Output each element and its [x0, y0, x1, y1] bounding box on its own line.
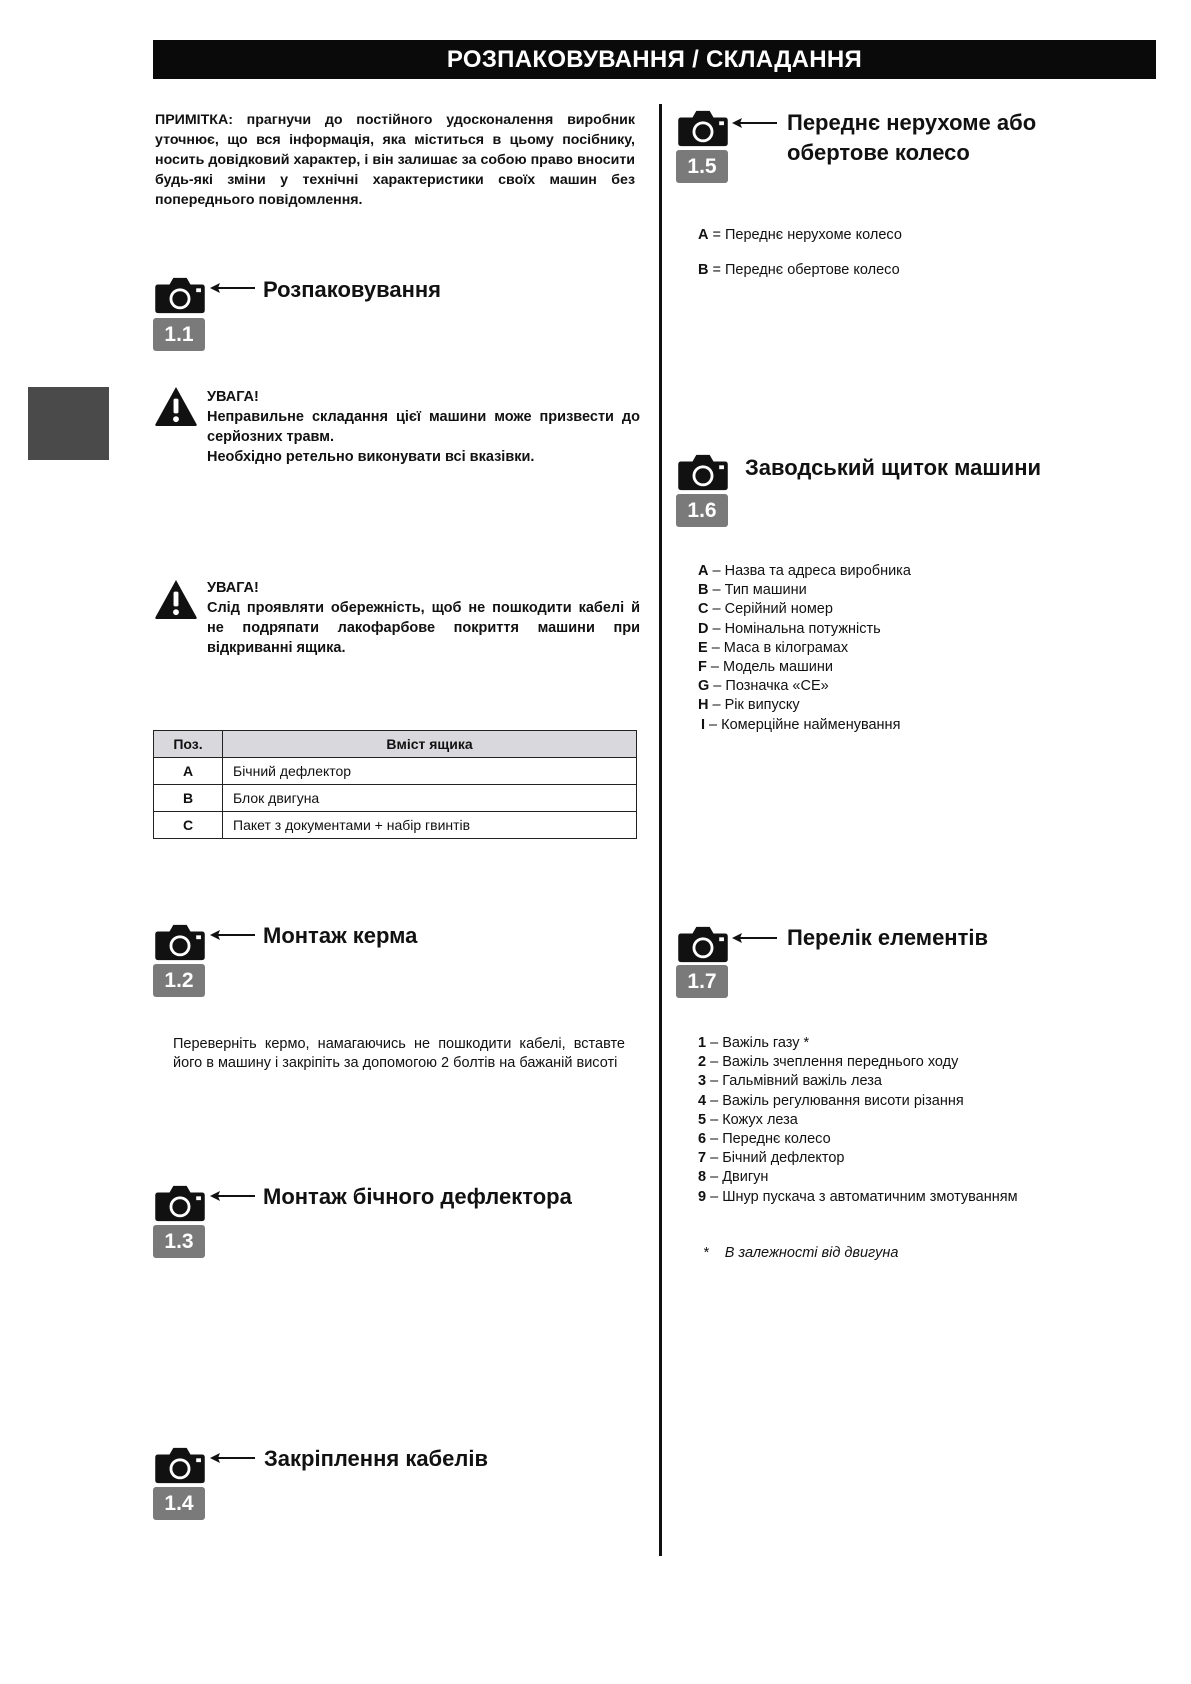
figure-badge: 1.5	[676, 150, 728, 183]
nameplate-list	[698, 562, 911, 735]
warning-title: УВАГА!	[207, 580, 259, 596]
footnote-star: *	[703, 1245, 709, 1261]
list-item: I – Комерційне найменування	[701, 716, 901, 733]
column-divider	[659, 104, 662, 1556]
column-header: Поз.	[154, 731, 223, 758]
warning-block-1	[207, 387, 640, 467]
warning-icon	[154, 578, 198, 620]
camera-icon	[676, 924, 730, 964]
section-title-line: обертове колесо	[787, 140, 970, 165]
box-contents-table	[153, 730, 637, 839]
list-item: 7 – Бічний дефлектор	[698, 1150, 845, 1167]
list-item: E – Маса в кілограмах	[698, 639, 849, 656]
figure-badge: 1.6	[676, 494, 728, 527]
column-header: Вміст ящика	[223, 731, 637, 758]
page-title: РОЗПАКОВУВАННЯ / СКЛАДАННЯ	[153, 40, 1156, 79]
footnote	[703, 1245, 898, 1261]
figure-badge: 1.2	[153, 964, 205, 997]
list-item: A – Назва та адреса виробника	[698, 563, 911, 579]
camera-icon	[153, 1445, 207, 1485]
table-cell: Блок двигуна	[223, 785, 637, 812]
camera-icon	[153, 275, 207, 315]
note-text: ПРИМІТКА: прагнучи до постійного удосконалення виробник уточнює, що вся інформація, яка міститься в цьому посібнику, носить довідковий характер, і він залишає за собою право вносити будь-які зміни у технічні характеристики своїх машин без попереднього повідомлення.	[155, 112, 635, 208]
section-title-unpacking: Розпаковування	[263, 277, 441, 302]
table-cell: A	[154, 758, 223, 785]
list-item: B = Переднє обертове колесо	[698, 262, 900, 278]
wheel-list	[698, 218, 902, 288]
list-item: 6 – Переднє колесо	[698, 1131, 831, 1148]
arrow-left-icon	[731, 115, 777, 131]
list-item: F – Модель машини	[698, 659, 833, 676]
table-row	[154, 812, 637, 839]
section-title-side-deflector: Монтаж бічного дефлектора	[263, 1184, 572, 1209]
arrow-left-icon	[209, 1188, 255, 1204]
section-title-line: Переднє нерухоме або	[787, 110, 1037, 135]
warning-icon	[154, 385, 198, 427]
warning-title: УВАГА!	[207, 389, 259, 405]
arrow-left-icon	[209, 280, 255, 296]
warning-text: Необхідно ретельно виконувати всі вказівки.	[207, 449, 535, 465]
camera-icon	[153, 922, 207, 962]
table-row	[154, 758, 637, 785]
list-item: D – Номінальна потужність	[698, 620, 881, 637]
list-item: 8 – Двигун	[698, 1169, 769, 1186]
section-title-front-wheel	[787, 108, 1036, 168]
elements-list	[698, 1034, 1018, 1207]
figure-badge: 1.4	[153, 1487, 205, 1520]
list-item: C – Серійний номер	[698, 601, 833, 618]
list-item: B – Тип машини	[698, 582, 807, 599]
warning-text: Слід проявляти обережність, щоб не пошкодити кабелі й не подряпати лакофарбове покриття машини при відкриванні ящика.	[207, 600, 640, 656]
camera-icon	[676, 108, 730, 148]
list-item: G – Позначка «CE»	[698, 678, 829, 695]
arrow-left-icon	[209, 927, 255, 943]
section-title-handlebar: Монтаж керма	[263, 923, 418, 948]
footnote-text: В залежності від двигуна	[724, 1245, 899, 1261]
list-item: 2 – Важіль зчеплення переднього ходу	[698, 1054, 959, 1071]
table-cell: Бічний дефлектор	[223, 758, 637, 785]
table-cell: B	[154, 785, 223, 812]
section-title-elements: Перелік елементів	[787, 925, 989, 950]
warning-block-2	[207, 578, 640, 658]
list-item: 1 – Важіль газу *	[698, 1035, 810, 1051]
list-item: 5 – Кожух леза	[698, 1111, 798, 1128]
table-header-row	[154, 731, 637, 758]
camera-icon	[676, 452, 730, 492]
list-item: 3 – Гальмівний важіль леза	[698, 1073, 882, 1090]
chapter-tab	[28, 387, 109, 460]
arrow-left-icon	[731, 930, 777, 946]
list-item: 9 – Шнур пускача з автоматичним змотуванням	[698, 1188, 1018, 1205]
handlebar-instructions: Переверніть кермо, намагаючись не пошкодити кабелі, вставте його в машину і закріпіть за допомогою 2 болтів на бажаній висоті	[173, 1036, 625, 1071]
figure-badge: 1.1	[153, 318, 205, 351]
warning-text: Неправильне складання цієї машини може призвести до серйозних травм.	[207, 409, 640, 445]
figure-badge: 1.3	[153, 1225, 205, 1258]
list-item: A = Переднє нерухоме колесо	[698, 227, 902, 243]
figure-badge: 1.7	[676, 965, 728, 998]
camera-icon	[153, 1183, 207, 1223]
arrow-left-icon	[209, 1450, 255, 1466]
list-item: 4 – Важіль регулювання висоти різання	[698, 1092, 964, 1109]
section-title-cables: Закріплення кабелів	[264, 1446, 488, 1471]
section-title-nameplate: Заводський щиток машини	[745, 455, 1042, 480]
table-cell: Пакет з документами + набір гвинтів	[223, 812, 637, 839]
list-item: H – Рік випуску	[698, 697, 800, 714]
table-row	[154, 785, 637, 812]
table-cell: C	[154, 812, 223, 839]
